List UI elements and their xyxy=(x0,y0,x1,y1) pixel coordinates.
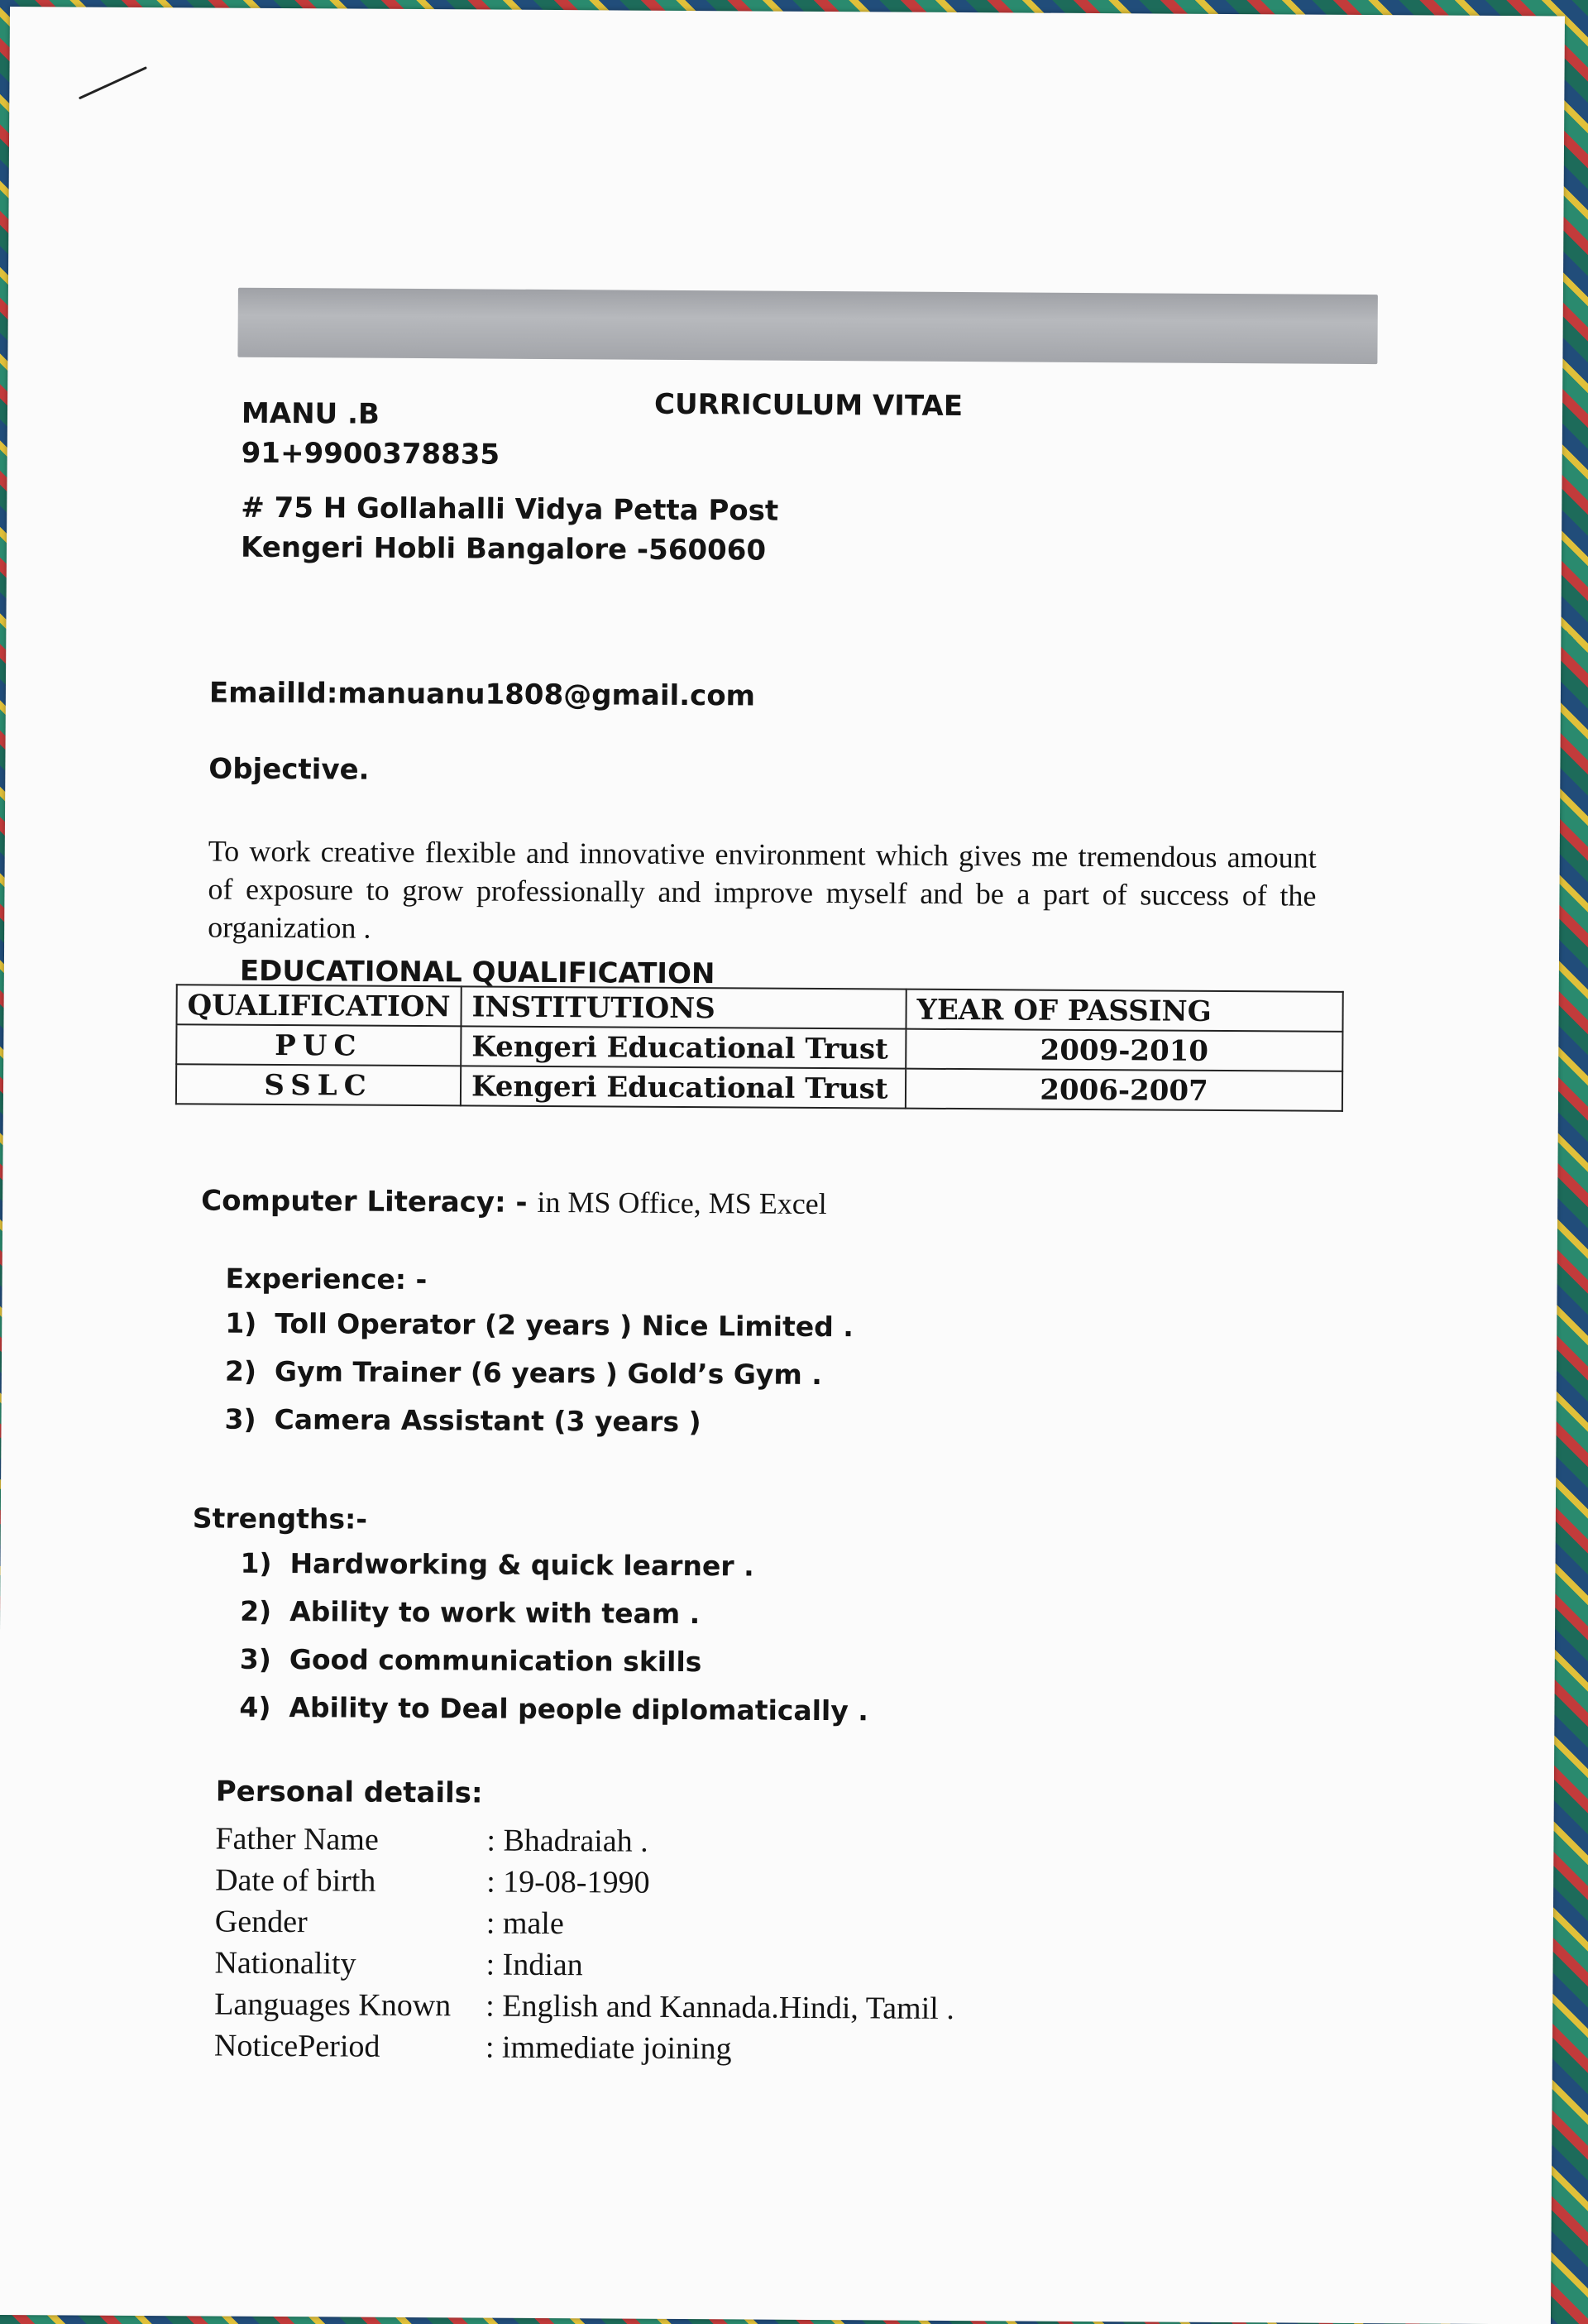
education-table xyxy=(175,984,1344,1112)
item-text: Toll Operator (2 years ) Nice Limited . xyxy=(275,1306,854,1344)
column-header-institutions: INSTITUTIONS xyxy=(461,986,906,1028)
list-item xyxy=(239,1691,868,1743)
redaction-bar xyxy=(237,288,1377,364)
year-cell: 2006-2007 xyxy=(906,1069,1342,1111)
personal-value: : male xyxy=(485,1905,564,1942)
personal-row xyxy=(215,1860,955,1905)
personal-value: : 19-08-1990 xyxy=(486,1864,650,1900)
item-number: 3) xyxy=(239,1642,271,1675)
list-item xyxy=(225,1355,854,1407)
list-item xyxy=(240,1595,869,1647)
candidate-name: MANU .B xyxy=(241,396,380,431)
email-line: EmailId:manuanu1808@gmail.com xyxy=(208,676,756,713)
personal-value: : Bhadraiah . xyxy=(486,1823,648,1859)
column-header-qualification: QUALIFICATION xyxy=(176,985,461,1026)
computer-literacy xyxy=(201,1182,827,1221)
personal-details-heading: Personal details: xyxy=(215,1775,483,1810)
objective-text: To work creative flexible and innovative environment which gives me tremendous amount of exposure to grow professionally and improve myself and be a part of success of the organization . xyxy=(208,834,1317,945)
qualification-cell: PUC xyxy=(176,1024,461,1066)
strengths-heading: Strengths:- xyxy=(192,1502,368,1536)
item-text: Hardworking & quick learner . xyxy=(289,1547,754,1583)
personal-label: Date of birth xyxy=(215,1862,376,1899)
institution-cell: Kengeri Educational Trust xyxy=(461,1026,906,1068)
address-line-1: # 75 H Gollahalli Vidya Petta Post xyxy=(241,491,779,528)
item-number: 2) xyxy=(240,1594,272,1627)
personal-row xyxy=(214,2025,954,2071)
table-row xyxy=(176,1024,1342,1071)
personal-value: : English and Kannada.Hindi, Tamil . xyxy=(485,1988,954,2027)
strengths-list xyxy=(239,1547,869,1743)
resume-page xyxy=(0,7,1565,2324)
personal-label: Father Name xyxy=(215,1821,379,1857)
personal-label: Languages Known xyxy=(214,1986,452,2024)
item-number: 1) xyxy=(225,1306,257,1339)
item-number: 4) xyxy=(239,1690,271,1723)
qualification-cell: SSLC xyxy=(176,1064,461,1105)
personal-value: : Indian xyxy=(485,1947,583,1983)
personal-label: Nationality xyxy=(214,1945,356,1981)
column-header-year: YEAR OF PASSING xyxy=(906,989,1342,1032)
education-heading: EDUCATIONAL QUALIFICATION xyxy=(239,954,715,991)
personal-row xyxy=(214,1943,954,1988)
personal-label: NoticePeriod xyxy=(213,2028,380,2064)
computer-literacy-value: in MS Office, MS Excel xyxy=(537,1185,827,1221)
personal-row xyxy=(214,1984,954,2029)
table-row xyxy=(176,1064,1342,1111)
address-line-2: Kengeri Hobli Bangalore -560060 xyxy=(240,530,767,568)
item-text: Camera Assistant (3 years ) xyxy=(274,1402,701,1439)
institution-cell: Kengeri Educational Trust xyxy=(461,1066,906,1108)
item-text: Ability to work with team . xyxy=(289,1595,701,1631)
personal-details xyxy=(214,1818,955,2071)
item-text: Gym Trainer (6 years ) Gold’s Gym . xyxy=(274,1354,822,1392)
experience-heading: Experience: - xyxy=(225,1262,428,1296)
list-item xyxy=(225,1307,854,1359)
personal-row xyxy=(215,1818,955,1864)
personal-value: : immediate joining xyxy=(485,2029,732,2067)
pen-mark xyxy=(79,66,147,99)
list-item xyxy=(224,1403,853,1455)
objective-heading: Objective. xyxy=(208,752,370,787)
education-header-row xyxy=(176,985,1342,1032)
item-text: Good communication skills xyxy=(289,1643,702,1679)
personal-label: Gender xyxy=(214,1904,308,1940)
list-item xyxy=(240,1547,869,1599)
list-item xyxy=(240,1643,869,1695)
document-title: CURRICULUM VITAE xyxy=(653,387,964,424)
candidate-phone: 91+9900378835 xyxy=(241,436,500,472)
item-number: 2) xyxy=(224,1354,257,1387)
experience-list xyxy=(224,1307,854,1455)
computer-literacy-label: Computer Literacy: - xyxy=(201,1184,528,1220)
item-text: Ability to Deal people diplomatically . xyxy=(289,1691,868,1727)
item-number: 3) xyxy=(224,1402,256,1435)
personal-row xyxy=(215,1901,955,1947)
item-number: 1) xyxy=(240,1546,272,1579)
year-cell: 2009-2010 xyxy=(906,1029,1342,1071)
